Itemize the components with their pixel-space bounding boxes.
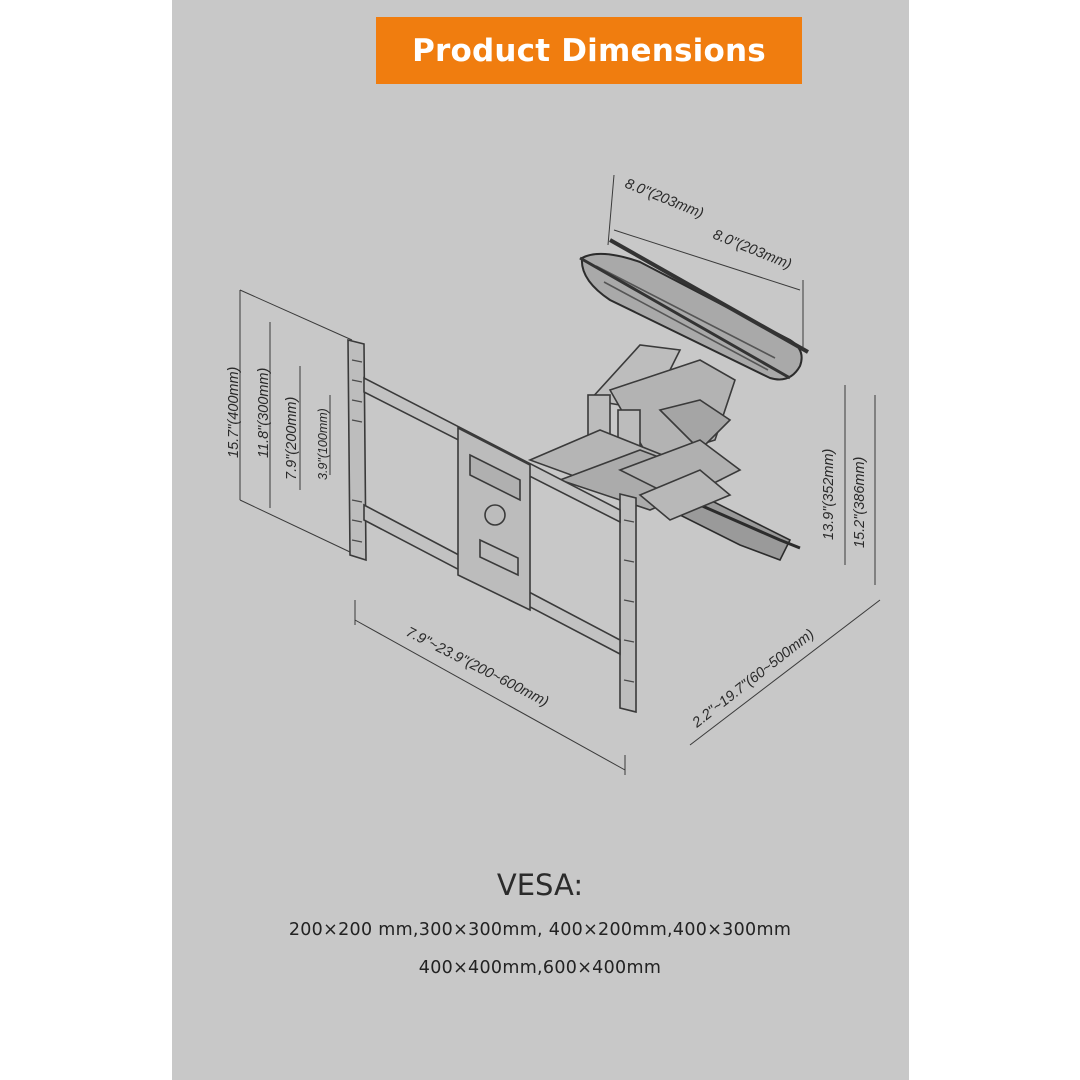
dim-overall-height: 15.2"(386mm): [852, 456, 868, 548]
dim-height-300: 11.8"(300mm): [256, 367, 272, 458]
dim-height-200: 7.9"(200mm): [284, 396, 300, 480]
vesa-sizes-line-2: 400×400mm,600×400mm: [418, 958, 662, 978]
dim-width-range: 7.9"~23.9"(200~600mm): [403, 624, 552, 711]
dim-height-400: 15.7"(400mm): [226, 366, 242, 458]
dim-arm-spacing-2: 8.0"(203mm): [710, 226, 794, 273]
dim-wall-plate-height: 13.9"(352mm): [821, 448, 837, 540]
dim-extension-range: 2.2"~19.7"(60~500mm): [689, 626, 818, 732]
dim-height-100: 3.9"(100mm): [316, 408, 330, 480]
vesa-sizes-line-1: 200×200 mm,300×300mm, 400×200mm,400×300mm: [288, 920, 792, 940]
swing-arms: [530, 345, 800, 560]
banner-title: Product Dimensions: [412, 32, 766, 69]
dim-arm-spacing-1: 8.0"(203mm): [622, 175, 706, 222]
vesa-title: VESA:: [496, 868, 584, 902]
